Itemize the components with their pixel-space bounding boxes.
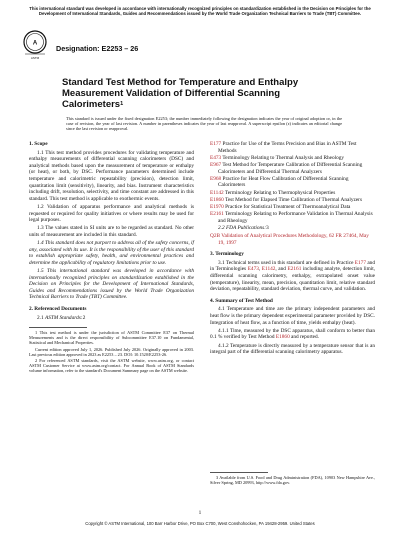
- fda-publications-label: 2.2 FDA Publications:: [218, 224, 267, 231]
- p4-1-1-text: and reported.: [289, 334, 320, 341]
- astm-standards-label: ASTM Standards:: [44, 314, 83, 321]
- designation: [56, 44, 138, 53]
- copyright-footer: Copyright © ASTM International, 100 Barr Harbor Drive, PO Box C700, West Conshohocken, PA 19428-2959. United States: [85, 521, 315, 526]
- reference-link[interactable]: E1970: [210, 203, 224, 210]
- astm-logo: [22, 30, 48, 61]
- ref-link-e2161[interactable]: E2161: [287, 266, 302, 273]
- paragraph-4-1: 4.1 Temperature and time are the primary independent parameters and heat flow is the primary dependent experimental parameter provided by DSC. Integration of heat flow, as a function of time, yields enthalpy (heat).: [210, 306, 375, 326]
- reference-title: Terminology Relating to Thermal Analysis and Rheology: [221, 154, 345, 161]
- reference-link[interactable]: E968: [210, 175, 222, 182]
- svg-text:ASTM: ASTM: [30, 56, 40, 60]
- top-notice: This international standard was developed in accordance with internationally recognized principles on standardization established in the Decision on Principles for the Development of International Standards, Guides and Recommendations issued by the World Trade Organization Technical Barriers to Trade (TBT) Committee.: [29, 6, 371, 17]
- paragraph-4-1-2: 4.1.2 Temperature is directly measured by a temperature sensor that is an integral part of the differential scanning calorimetry apparatus.: [210, 342, 375, 356]
- right-footnote: [210, 472, 375, 486]
- q2b-reference[interactable]: Q2B Validation of Analytical Procedures Methodology, 62 FR 27464, May 19, 1997: [210, 233, 369, 246]
- paragraph-1-3: 1.3 The values stated in SI units are to be regarded as standard. No other units of measurement are included in this standard.: [29, 225, 194, 238]
- ref-link-e473[interactable]: E473: [247, 266, 259, 273]
- standard-note: This standard is issued under the fixed designation E2253; the number immediately following the designation indicates the year of original adoption or, in the case of revision, the year of last revision. A number in parentheses indicates the year of last reapproval. A superscript epsilon (ε) indicates an editorial change since the last revision or reapproval.: [66, 116, 342, 132]
- referenced-documents-heading: 2. Referenced Documents: [29, 306, 87, 313]
- ref-link-e1142[interactable]: E1142: [261, 266, 276, 273]
- footnote-1: 1 This test method is under the jurisdiction of ASTM Committee E37 on Thermal Measurements and is the direct responsibility of Subcommittee E37.10 on Fundamental, Statistical and Mechanical Properties.: [29, 330, 194, 346]
- designation-code: E2253 – 26: [101, 44, 139, 53]
- title-footnote-mark: 1: [120, 101, 124, 108]
- reference-item: [210, 204, 375, 211]
- reference-link[interactable]: E1142: [210, 189, 224, 196]
- scope-heading: 1. Scope: [29, 141, 48, 147]
- p3-1-text: , and: [275, 266, 288, 273]
- designation-label: Designation:: [56, 44, 100, 53]
- left-column: [29, 141, 194, 375]
- footnote-rule: [29, 327, 87, 328]
- reference-title: Terminology Relating to Thermophysical Properties: [223, 189, 336, 196]
- reference-title: Practice for Statistical Treatment of Thermoanalytical Data: [223, 203, 351, 210]
- reference-item: [210, 141, 375, 154]
- reference-item: [210, 211, 375, 224]
- svg-text:A: A: [32, 40, 38, 47]
- reference-title: Practice for Heat Flow Calibration of Differential Scanning Calorimeters: [218, 175, 349, 189]
- reference-link[interactable]: E177: [210, 141, 222, 147]
- paragraph-2-1: [29, 315, 194, 322]
- reference-item: [210, 176, 375, 189]
- paragraph-2-2: [210, 225, 375, 232]
- p3-1-text: and in Terminologies: [210, 259, 375, 273]
- ref-link-e1860[interactable]: E1860: [275, 334, 290, 341]
- reference-item: [210, 155, 375, 162]
- footnote-mark-3: 3: [266, 224, 269, 231]
- footnote-2: 2 For referenced ASTM standards, visit the ASTM website, www.astm.org, or contact ASTM Customer Service at www.astm.org/contact. For Annual Book of ASTM Standards volume information, refer to the standard's Document Summary page on the ASTM website.: [29, 358, 194, 374]
- reference-link[interactable]: E1860: [210, 196, 224, 203]
- paragraph-1-2: 1.2 Validation of apparatus performance and analytical methods is requested or required for quality initiatives or where results may be used for legal purposes.: [29, 203, 194, 224]
- p3-1-text: including analyte, detection limit, differential scanning calorimetry, enthalpy, extrapolated onset value (temperature), linearity, mean, precision, quantitation limit, relative standard deviation, repeatability, standard deviation, thermal curve, and validation.: [210, 266, 375, 293]
- footnote-3: 3 Available from U.S. Food and Drug Administration (FDA), 10903 New Hampshire Ave., Silver Spring, MD 20993, http://www.fda.gov.: [210, 475, 375, 486]
- reference-link[interactable]: E473: [210, 154, 222, 161]
- reference-title: Terminology Relating to Performance Validation in Thermal Analysis and Rheology: [218, 211, 373, 224]
- footnote-rule: [210, 472, 268, 473]
- ref-link-e177[interactable]: E177: [354, 259, 366, 266]
- reference-list: [210, 141, 375, 224]
- paragraph-4-1-1: [210, 328, 375, 341]
- title-text: Standard Test Method for Temperature and Enthalpy Measurement Validation of Differential Scanning Calorimeters: [62, 77, 299, 111]
- reference-link[interactable]: E2161: [210, 211, 224, 218]
- reference-title: Test Method for Temperature Calibration of Differential Scanning Calorimeters and Differential Thermal Analyzers: [218, 161, 363, 175]
- paragraph-1-5: 1.5 This international standard was developed in accordance with internationally recognized principles on standardization established in the Decision on Principles for the Development of International Standards, Guides and Recommendations issued by the World Trade Organization Technical Barriers to Trade (TBT) Committee.: [29, 268, 194, 301]
- p2-1-prefix: 2.1: [37, 314, 45, 321]
- page-number: 1: [198, 510, 202, 516]
- terminology-heading: 3. Terminology: [210, 251, 244, 258]
- reference-title: Test Method for Elapsed Time Calibration of Thermal Analyzers: [223, 196, 363, 203]
- paragraph-1-1: 1.1 This test method provides procedures for validating temperature and enthalpy measurements of differential scanning calorimeters (DSC) and analytical methods based upon the measurement of temperature or enthalpy (or heat), or both, by DSC. Performance parameters determined include temperature and calorimetric repeatability (precision), detection limit, quantitation limit (sensitivity), linearity, and bias. Instrument characteristics including drift, resolution, selectivity, and time constant are addressed in this standard. This test method is applicable to exothermic events.: [29, 149, 194, 202]
- right-column: [210, 141, 375, 357]
- p4-1-1-text: 4.1.1 Time, measured by the DSC apparatus, shall conform to better than 0.1 % verified by Test Method: [210, 327, 375, 341]
- reference-item: [210, 162, 375, 175]
- p3-1-text: 3.1 Technical terms used in this standard are defined in Practice: [218, 259, 355, 266]
- reference-title: Practice for Use of the Terms Precision and Bias in ASTM Test Methods: [218, 141, 357, 154]
- reference-item: [210, 197, 375, 204]
- summary-heading: 4. Summary of Test Method: [210, 297, 273, 304]
- paragraph-1-4: 1.4 This standard does not purport to address all of the safety concerns, if any, associated with its use. It is the responsibility of the user of this standard to establish appropriate safety, health, and environmental practices and determine the applicability of regulatory limitations prior to use.: [29, 240, 194, 266]
- p3-1-text: ,: [258, 266, 262, 273]
- paragraph-3-1: [210, 260, 375, 293]
- document-title: [62, 77, 342, 111]
- reference-item: [210, 190, 375, 197]
- footnote-mark-2: 2: [82, 314, 86, 321]
- footnote-1-edition: Current edition approved July 1, 2026. Published July 2026. Originally approved in 2003. Last previous edition approved in 2023 as E2253 – 23. DOI: 10.1520/E2253-26.: [29, 346, 194, 357]
- reference-link[interactable]: E967: [210, 161, 222, 168]
